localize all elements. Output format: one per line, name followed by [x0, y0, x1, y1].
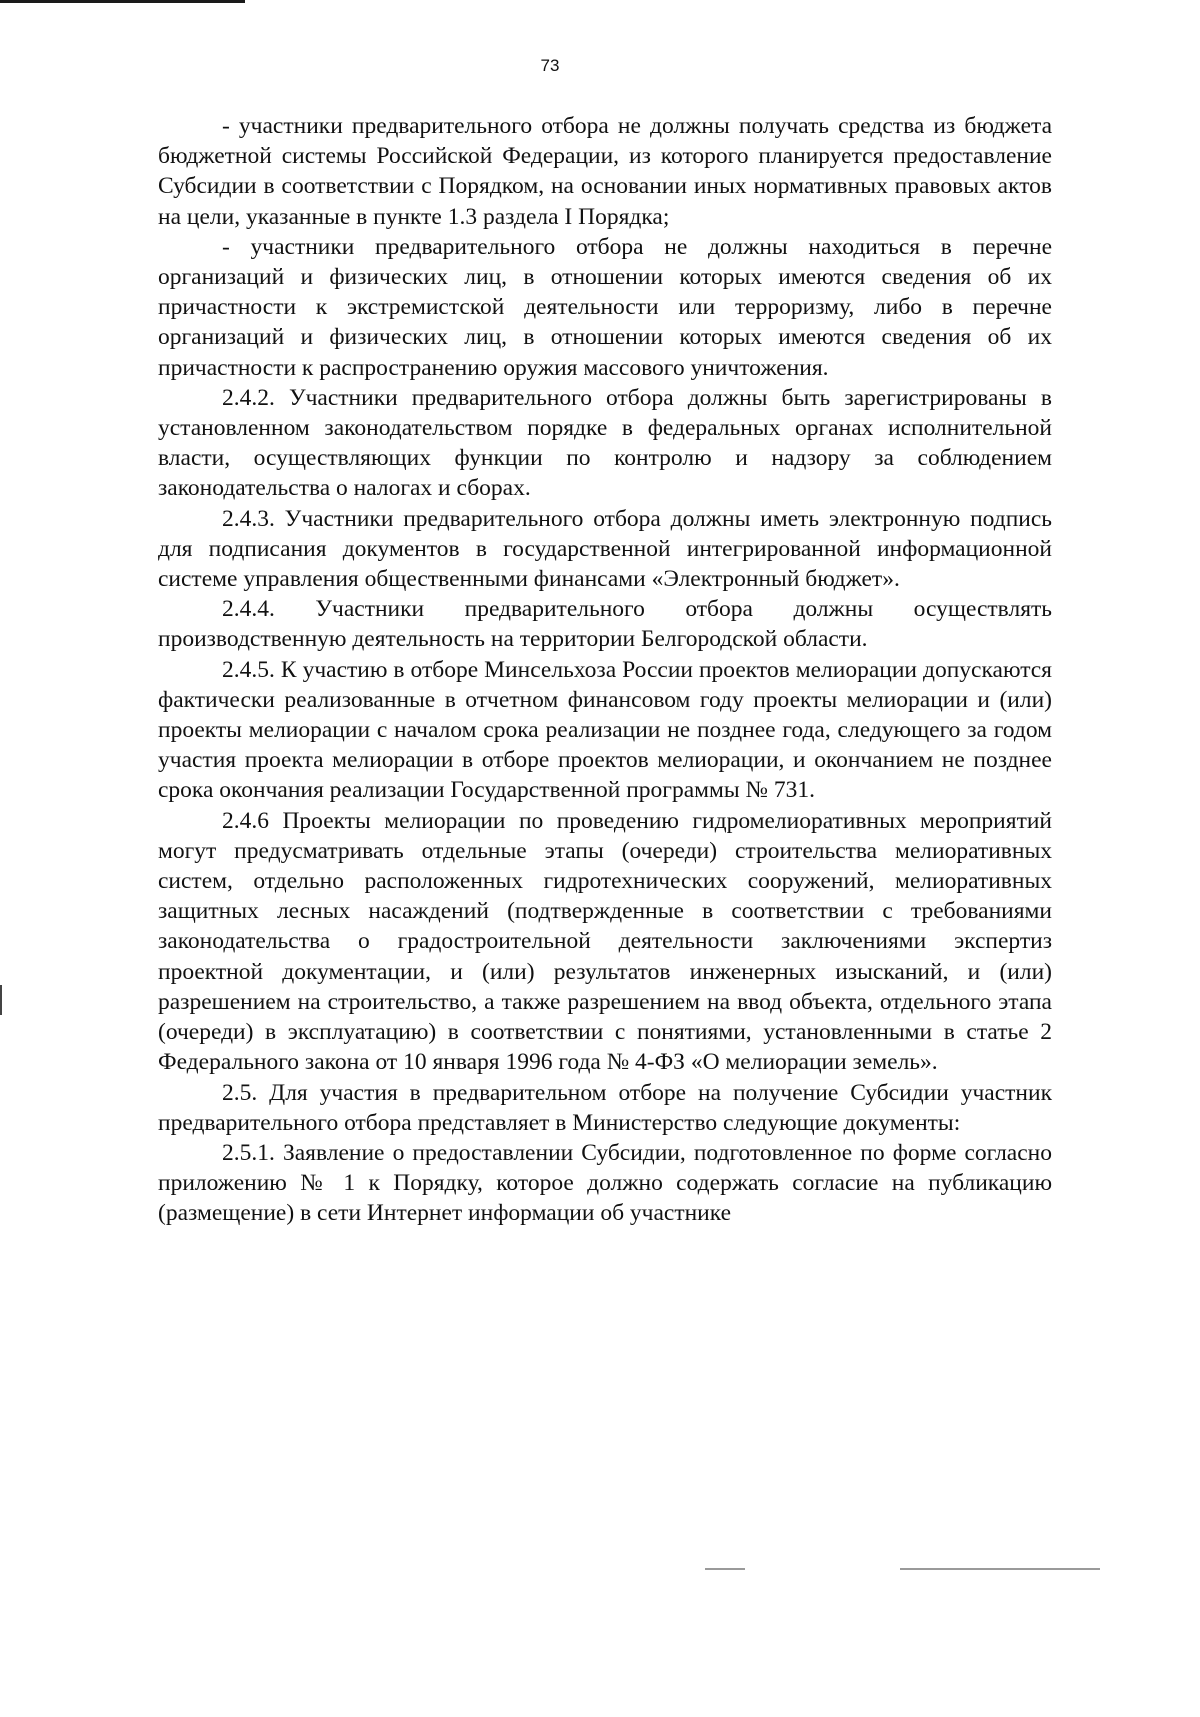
paragraph: - участники предварительного отбора не должны находиться в перечне организаций и физических лиц, в отношении которых имеются сведения об их причастности к экстремистской деятельности или терроризму, либо в перечне организаций и физических лиц, в отношении которых имеются сведения об их причастности к распространению оружия массового уничтожения.	[158, 233, 1052, 381]
paragraph: 2.4.6 Проекты мелиорации по проведению гидромелиоративных мероприятий могут предусматривать отдельные этапы (очереди) строительства мелиоративных систем, отдельно расположенных гидротехнических сооружений, мелиоративных защитных лесных насаждений (подтвержденные в соответствии с требованиями законодательства о градостроительной деятельности заключениями экспертиз проектной документации, и (или) результатов инженерных изысканий, и (или) разрешением на строительство, а также разрешением на ввод объекта, отдельного этапа (очереди) в эксплуатацию) в соответствии с понятиями, установленными в статье 2 Федерального закона от 10 января 1996 года № 4-ФЗ «О мелиорации земель».	[158, 807, 1052, 1076]
paragraph: 2.5. Для участия в предварительном отборе на получение Субсидии участник предварительного отбора представляет в Министерство следующие документы:	[158, 1079, 1052, 1136]
paragraph: 2.4.3. Участники предварительного отбора должны иметь электронную подпись для подписания документов в государственной интегрированной информационной системе управления общественными финансами «Электронный бюджет».	[158, 505, 1052, 593]
paragraph: 2.4.5. К участию в отборе Минсельхоза России проектов мелиорации допускаются фактически реализованные в отчетном финансовом году проекты мелиорации и (или) проекты мелиорации с началом срока реализации не позднее года, следующего за годом участия проекта мелиорации в отборе проектов мелиорации, и окончанием не позднее срока окончания реализации Государственной программы № 731.	[158, 656, 1052, 804]
scan-mark-bottom-right	[900, 1568, 1100, 1570]
paragraph: 2.4.2. Участники предварительного отбора должны быть зарегистрированы в установленном законодательством порядке в федеральных органах исполнительной власти, осуществляющих функции по контролю и надзору за соблюдением законодательства о налогах и сборах.	[158, 384, 1052, 502]
paragraph: 2.4.4. Участники предварительного отбора должны осуществлять производственную деятельность на территории Белгородской области.	[158, 596, 1052, 653]
document-body	[158, 111, 1052, 1229]
paragraph: - участники предварительного отбора не должны получать средства из бюджета бюджетной системы Российской Федерации, из которого планируется предоставление Субсидии в соответствии с Порядком, на основании иных нормативных правовых актов на цели, указанные в пункте 1.3 раздела I Порядка;	[158, 113, 1052, 230]
paragraph: 2.5.1. Заявление о предоставлении Субсидии, подготовленное по форме согласно приложению № 1 к Порядку, которое должно содержать согласие на публикацию (размещение) в сети Интернет информации об участнике	[158, 1139, 1052, 1227]
scan-mark-left	[0, 985, 2, 1015]
page-number: 73	[540, 56, 560, 75]
scan-mark-bottom	[705, 1568, 745, 1570]
scan-border-top	[0, 0, 245, 3]
